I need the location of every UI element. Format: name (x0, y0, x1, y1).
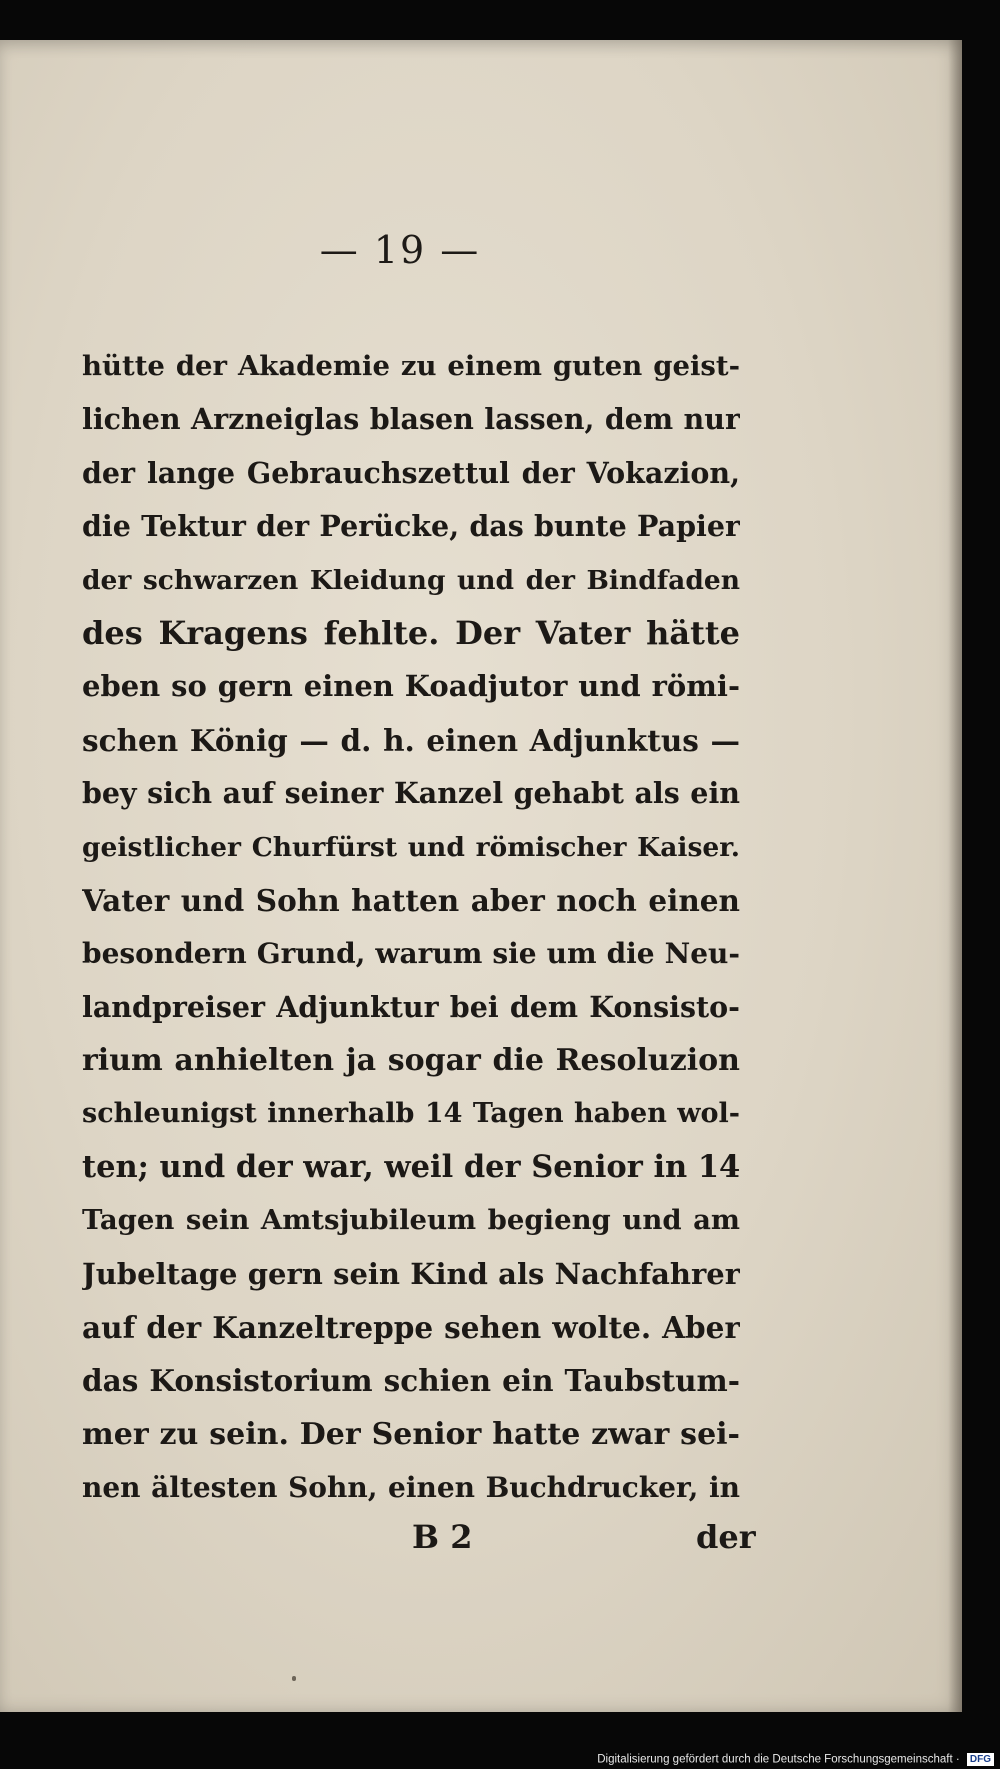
signature-mark: B 2 (412, 1518, 473, 1556)
text-line: bey sich auf seiner Kanzel gehabt als ein (82, 776, 740, 811)
text-line: des Kragens fehlte. Der Vater hätte (82, 613, 740, 652)
text-line: schleunigst innerhalb 14 Tagen haben wol- (82, 1098, 740, 1130)
digitization-credit (597, 1753, 994, 1766)
text-line: Tagen sein Amtsjubileum begieng und am (82, 1204, 740, 1237)
text-line: das Konsistorium schien ein Taubstum- (82, 1363, 740, 1399)
text-line: ten; und der war, weil der Senior in 14 (82, 1148, 740, 1185)
body-text (82, 340, 740, 1515)
text-line: hütte der Akademie zu einem guten geist- (82, 350, 740, 382)
catchword: der (696, 1518, 756, 1556)
text-line: Jubeltage gern sein Kind als Nachfahrer (82, 1256, 740, 1291)
text-line: schen König — d. h. einen Adjunktus — (82, 722, 740, 758)
credit-text: Digitalisierung gefördert durch die Deutsche Forschungsgemeinschaft · (597, 1753, 960, 1766)
book-page (0, 40, 962, 1712)
text-line: auf der Kanzeltreppe sehen wolte. Aber (82, 1310, 740, 1346)
text-line: rium anhielten ja sogar die Resoluzion (82, 1043, 740, 1079)
text-line: die Tektur der Perücke, das bunte Papier (82, 509, 740, 544)
page-number: — 19 — (319, 228, 481, 272)
text-line: lichen Arzneiglas blasen lassen, dem nur (82, 402, 740, 437)
text-line: eben so gern einen Koadjutor und römi- (82, 669, 740, 704)
text-line: nen ältesten Sohn, einen Buchdrucker, in (82, 1471, 740, 1505)
text-line: besondern Grund, warum sie um die Neu- (82, 937, 740, 971)
text-line: der lange Gebrauchszettul der Vokazion, (82, 455, 740, 490)
text-line: Vater und Sohn hatten aber noch einen (82, 882, 740, 918)
text-line: landpreiser Adjunktur bei dem Konsisto- (82, 989, 740, 1024)
ink-speck (292, 1676, 296, 1681)
text-line: der schwarzen Kleidung und der Bindfaden (82, 564, 740, 596)
text-line: geistlicher Churfürst und römischer Kaiser. (82, 831, 740, 863)
text-line: mer zu sein. Der Senior hatte zwar sei- (82, 1416, 740, 1452)
dfg-logo: DFG (967, 1753, 994, 1766)
